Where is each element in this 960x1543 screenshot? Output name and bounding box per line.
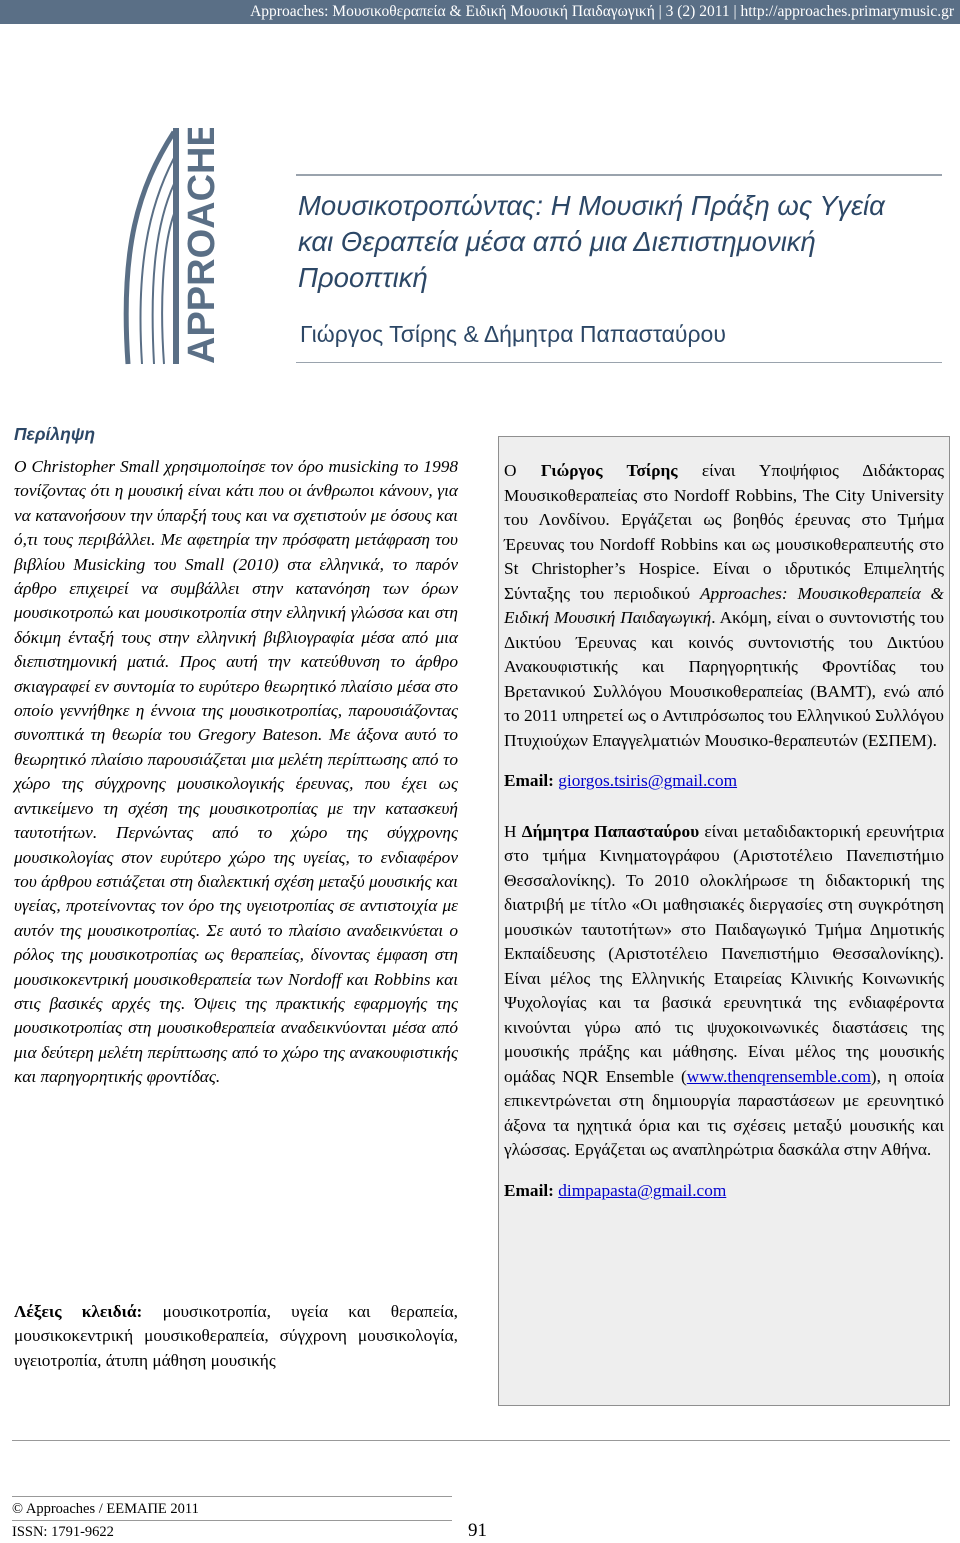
email-papastavrou	[504, 1179, 944, 1204]
title-rule-bottom	[296, 362, 942, 363]
article-title: Μουσικοτροπώντας: Η Μουσική Πράξη ως Υγεία και Θεραπεία μέσα από μια Διεπιστημονική Προοπτική	[298, 190, 885, 293]
article-authors: Γιώργος Τσίρης & Δήμητρα Παπασταύρου	[300, 321, 726, 347]
abstract-heading: Περίληψη	[14, 424, 96, 444]
email-label: Email:	[504, 771, 554, 790]
bio-tsiris-name: Γιώργος Τσίρης	[540, 461, 678, 480]
bio-tsiris	[504, 459, 944, 753]
bio-papastavrou-name: Δήμητρα Παπασταύρου	[521, 821, 700, 841]
footer-rule-short	[12, 1496, 452, 1497]
footer-issn: ISSN: 1791-9622	[12, 1524, 114, 1540]
bio-papastavrou-pre: Η	[504, 821, 522, 841]
footer-rule	[12, 1440, 950, 1441]
bio-papastavrou	[504, 820, 944, 1163]
abstract-text: Ο Christopher Small χρησιμοποίησε τον όρο musicking το 1998 τονίζοντας ότι η μουσική είναι κάτι που οι άνθρωποι κάνουν, για να κατανοήσουν την ύπαρξή τους και να σχετιστούν με όσους και ό,τι τους περιβάλλει. Με αφετηρία την πρόσφατη μετάφραση του βιβλίου Musicking του Small (2010) στα ελληνικά, το παρόν άρθρο επιχειρεί να συμβάλλει στην κατανόηση των όρων μουσικοτροπώ και μουσικοτροπία στην ελληνική γλώσσα και στη δόκιμη ένταξή τους στην ελληνική βιβλιογραφία μέσα από μια διεπιστημονική ματιά. Προς αυτή την κατεύθυνση το άρθρο σκιαγραφεί εν συντομία το ευρύτερο θεωρητικό πλαίσιο μέσα στο οποίο γεννήθηκε η έννοια της μουσικοτροπίας, παρουσιάζοντας συνοπτικά τη θεωρία του Gregory Bateson. Με άξονα αυτό το θεωρητικό πλαίσιο παρουσιάζεται μια μελέτη περίπτωσης από το χώρο της σύγχρονης μουσικολογικής έρευνας, που έχει ως αντικείμενο τη σχέση της μουσικοτροπίας με την κατασκευή ταυτοτήτων. Περνώντας από το χώρο της σύγχρονης μουσικολογίας στον ευρύτερο χώρο της υγείας, το ενδιαφέρον του άρθρου εστιάζεται στη διαλεκτική σχέση μεταξύ μουσικής και υγείας, προτείνοντας τον όρο της υγειοτροπίας σε αντιστοιχία με αυτόν της μουσικοτροπίας. Σε αυτό το πλαίσιο αναδεικνύεται ο ρόλος της μουσικοτροπίας ως θεραπείας, δίνοντας έμφαση στη μουσικοκεντρική μουσικοθεραπεία των Nordoff και Robbins και στις βασικές αρχές της. Όψεις της πρακτικής εφαρμογής της μουσικοτροπίας στη μουσικοθεραπεία αναδεικνύονται μέσα από μια δεύτερη μελέτη περίπτωσης από το χώρο της ανακουφιστικής και παρηγορητικής φροντίδας.	[14, 457, 458, 1087]
email-link-papastavrou[interactable]: dimpapasta@gmail.com	[558, 1180, 727, 1200]
bio-papastavrou-text-b: ), η οποία επικεντρώνεται στη δημιουργία παραστάσεων με ερευνητικό άξονα τα ηχητικά όρια και τις σχέσεις μεταξύ μουσικής και γλώσσας. Εργάζεται ως αναπληρώτρια δασκάλα στην Αθήνα.	[504, 1066, 944, 1159]
author-bios-box	[498, 436, 950, 1406]
running-header: Approaches: Μουσικοθεραπεία & Ειδική Μουσική Παιδαγωγική | 3 (2) 2011 | http://approaches.primarymusic.gr	[0, 0, 960, 24]
email-label: Email:	[504, 1180, 554, 1200]
approaches-logo	[108, 128, 238, 368]
email-tsiris	[504, 769, 944, 794]
logo-wordmark: APPROACHES	[181, 128, 223, 364]
footer-copyright: © Approaches / ΕΕΜΑΠΕ 2011	[12, 1501, 199, 1517]
page-number: 91	[468, 1520, 487, 1541]
bio-papastavrou-text-a: είναι μεταδιδακτορική ερευνήτρια στο τμήμα Κινηματογράφου (Αριστοτέλειο Πανεπιστήμιο Θεσσαλονίκης). Το 2010 ολοκλήρωσε τη διδακτορική της διατριβή με τίτλο «Οι μαθησιακές διεργασίες στη συγκρότηση μουσικών ταυτοτήτων» στο Παιδαγωγικό Τμήμα Δημοτικής Εκπαίδευσης (Αριστοτέλειο Πανεπιστήμιο Θεσσαλονίκης). Είναι μέλος της Ελληνικής Εταιρείας Κλινικής Κοινωνικής Ψυχολογίας και τα βασικά ερευνητικά της ενδιαφέροντα κινούνται γύρω από τις ψυχοκοινωνικές διαστάσεις της μουσικής πράξης και μάθησης. Είναι μέλος της μουσικής ομάδας NQR Ensemble (	[504, 821, 944, 1086]
logo-graphic	[108, 128, 238, 368]
keywords-label: Λέξεις κλειδιά:	[14, 1302, 143, 1321]
bio-tsiris-text-b: . Ακόμη, είναι ο συντονιστής του Δικτύου Έρευνας και κοινός συντονιστής του Δικτύου Ανακουφιστικής και Παρηγορητικής Φροντίδας του Βρετανικού Συλλόγου Μουσικοθεραπείας (BAMT), ενώ από το 2011 υπηρετεί ως ο Αντιπρόσωπος του Ελληνικού Συλλόγου Πτυχιούχων Επαγγελματιών Μουσικο-θεραπευτών (ΕΣΠΕΜ).	[504, 608, 945, 750]
keywords	[14, 1300, 458, 1373]
title-rule-top	[296, 174, 942, 176]
bio-tsiris-pre: Ο	[504, 461, 541, 480]
keywords-text: μουσικοτροπία, υγεία και θεραπεία, μουσικοκεντρική μουσικοθεραπεία, σύγχρονη μουσικολογία, υγειοτροπία, άτυπη μάθηση μουσικής	[14, 1302, 458, 1370]
bio-tsiris-journal: Approaches: Μουσικοθεραπεία & Ειδική Μουσική Παιδαγωγική	[504, 583, 945, 627]
bio-tsiris-text-a: είναι Υποψήφιος Διδάκτορας Μουσικοθεραπείας στο Nordoff Robbins, The City University του Λονδίνου. Εργάζεται ως βοηθός έρευνας στο Τμήμα Έρευνας του Nordoff Robbins και ως μουσικοθεραπευτής στο St Christopher’s Hospice. Είναι ο ιδρυτικός Επιμελητής Σύνταξης του περιοδικού	[504, 461, 944, 603]
footer-rule-short-2	[12, 1520, 452, 1521]
email-link-tsiris[interactable]: giorgos.tsiris@gmail.com	[558, 771, 738, 790]
nqr-ensemble-link[interactable]: www.thenqrensemble.com	[686, 1066, 871, 1086]
